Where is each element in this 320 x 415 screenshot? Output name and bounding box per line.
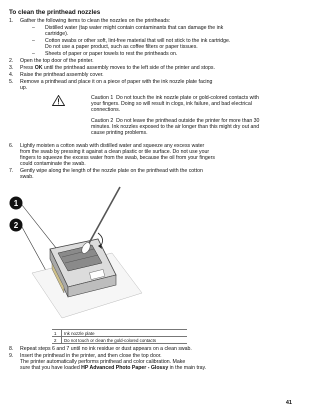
legend-row: 1 Ink nozzle plate (52, 330, 187, 337)
svg-text:2: 2 (13, 221, 19, 230)
step-9-text-l3: sure that you have loaded HP Advanced Photo Paper - Glossy in the main tray. (20, 365, 207, 371)
page-number: 41 (285, 400, 292, 406)
step-8-text: Repeat steps 6 and 7 until no ink residue or dust appears on a clean swab. (20, 346, 192, 352)
item-distilled-water-l1: Distilled water (tap water might contain contaminants that can damage the ink (45, 25, 224, 31)
step-5-number: 5. (9, 79, 14, 85)
step-3-text: Press OK until the printhead assembly moves to the left side of the printer and stops. (20, 65, 215, 71)
item-cotton-swabs-l1: Cotton swabs or other soft, lint-free material that will not stick to the ink cartridge. (45, 38, 231, 44)
caution-2-line-3: cause printing problems. (91, 130, 148, 136)
step-7-number: 7. (9, 168, 14, 174)
legend-row: 2 Do not touch or clean the gold-colored contacts (52, 337, 187, 344)
step-9-number: 9. (9, 353, 14, 359)
step-1-text: Gather the following items to clean the nozzles on the printheads: (20, 18, 171, 24)
bullet-dash: – (32, 25, 35, 31)
step-7-text-l2: swab. (20, 174, 34, 180)
item-cotton-swabs-l2: Do not use a paper product, such as coffee filters or paper tissues. (45, 44, 198, 50)
step-2-number: 2. (9, 58, 14, 64)
step-8-number: 8. (9, 346, 14, 352)
step-5-text-l2: up. (20, 85, 28, 91)
step-9-text-l2: The printer automatically performs printhead and color calibration. Make (20, 359, 186, 365)
callout-2 (10, 219, 23, 232)
caution-2-label: Caution 2 (91, 118, 114, 124)
step-3-number: 3. (9, 65, 14, 71)
step-6-text-l4: could contaminate the swab. (20, 161, 86, 167)
step-6-text-l3: fingers to squeeze the excess water from the swab, because the oil from your fingers (20, 155, 215, 161)
printhead-cleaning-illustration (2, 183, 152, 325)
section-heading: To clean the printhead nozzles (9, 9, 101, 16)
bullet-dash: – (32, 51, 35, 57)
caution-1-label: Caution 1 (91, 95, 114, 101)
caution-icon (52, 95, 65, 106)
step-5-text-l1: Remove a printhead and place it on a piece of paper with the ink nozzle plate facing (20, 79, 213, 85)
item-distilled-water-l2: cartridge). (45, 31, 69, 37)
caution-1-line-2: your fingers. Doing so will result in clogs, ink failure, and bad electrical (91, 101, 252, 107)
step-6-text-l2: from the swab by pressing it against a clean plastic or tile surface. Do not use your (20, 149, 210, 155)
item-paper-sheets: Sheets of paper or paper towels to rest the printheads on. (45, 51, 178, 57)
caution-1-line-1: Caution 1 Do not touch the ink nozzle plate or gold-colored contacts with (91, 95, 259, 101)
step-4-number: 4. (9, 72, 14, 78)
step-2-text: Open the top door of the printer. (20, 58, 94, 64)
figure-legend (52, 329, 187, 344)
step-6-text-l1: Lightly moisten a cotton swab with distilled water and squeeze any excess water (20, 143, 205, 149)
step-7-text-l1: Gently wipe along the length of the nozzle plate on the printhead with the cotton (20, 168, 203, 174)
cotton-swab (88, 187, 120, 245)
step-6-number: 6. (9, 143, 14, 149)
caution-2-line-1: Caution 2 Do not leave the printhead outside the printer for more than 30 (91, 118, 260, 124)
step-4-text: Raise the printhead assembly cover. (20, 72, 104, 78)
step-9-text-l1: Insert the printhead in the printer, and then close the top door. (20, 353, 162, 359)
bullet-dash: – (32, 38, 35, 44)
step-1-number: 1. (9, 18, 14, 24)
caution-2-line-2: minutes. Ink nozzles exposed to the air longer than this might dry out and (91, 124, 260, 130)
callout-1 (10, 197, 23, 210)
caution-1-line-3: connections. (91, 107, 121, 113)
svg-text:1: 1 (13, 199, 19, 208)
